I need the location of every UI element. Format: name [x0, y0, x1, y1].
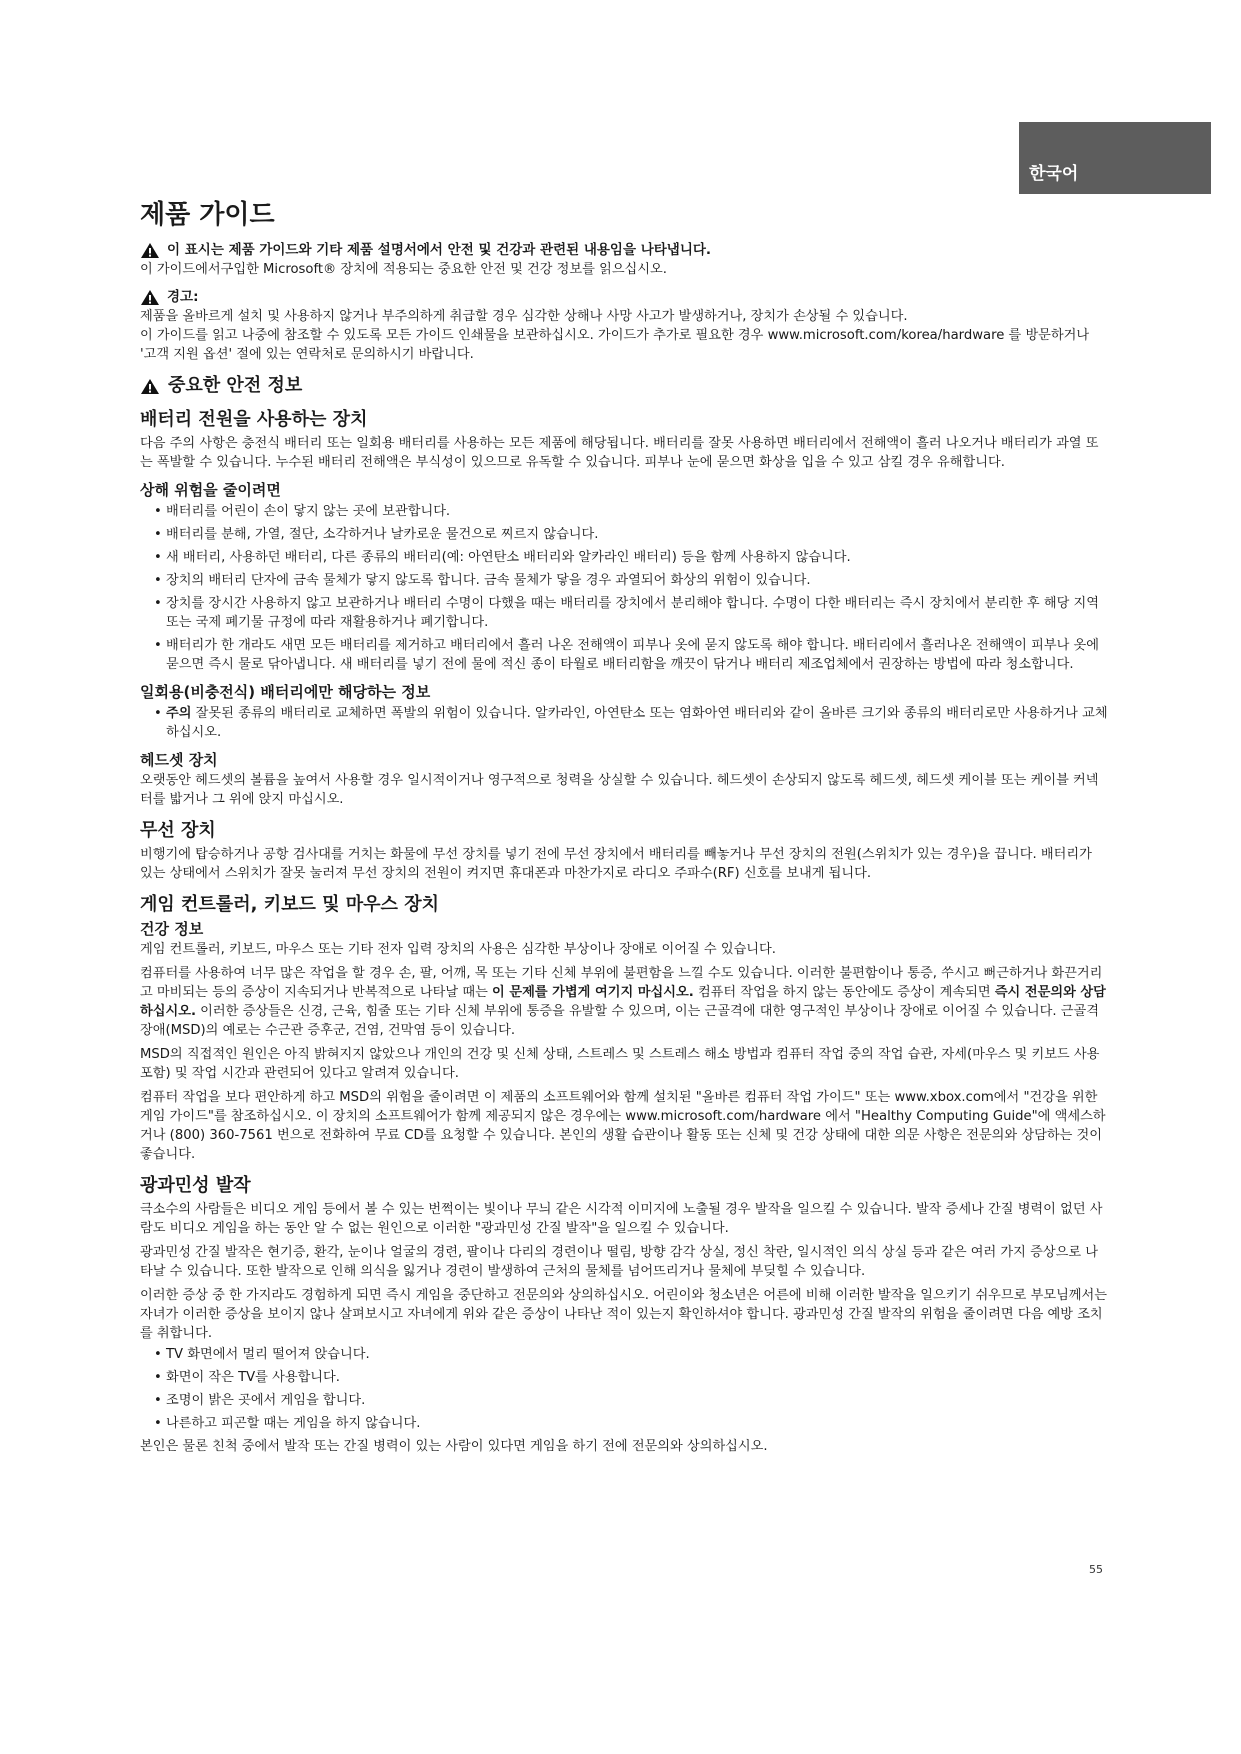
- list-item: • 배터리를 어린이 손이 닿지 않는 곳에 보관합니다.: [158, 502, 1108, 521]
- list-item: • 배터리를 분해, 가열, 절단, 소각하거나 날카로운 물건으로 찌르지 않습니다.: [158, 525, 1108, 544]
- text-run: 컴퓨터 작업을 하지 않는 동안에도 증상이 계속되면: [693, 985, 995, 1000]
- photosensitive-paragraph: 극소수의 사람들은 비디오 게임 등에서 볼 수 있는 번쩍이는 빛이나 무늬 같은 시각적 이미지에 노출될 경우 발작을 일으킬 수 있습니다. 발작 증세나 간질 병력이 없던 사람도 비디오 게임을 하는 동안 알 수 없는 원인으로 이러한 "광과민성 간질 발작"을 일으킬 수 있습니다.: [140, 1202, 1103, 1236]
- text-run: 컴퓨터를 사용하여 너무 많은 작업을 할 경우 손, 팔, 어깨, 목 또는 기타 신체 부위에 불편함을 느낄 수도 있습니다. 이러한 불편함이나 통증, 쑤시고 뻐근하거나 화끈거리고 마비되는 등의 증상이 지속되거나 반복적으로 나타날 때는: [140, 966, 1103, 1000]
- intro-text: 이 가이드에서구입한 Microsoft® 장치에 적용되는 중요한 안전 및 건강 정보를 읽으십시오.: [140, 262, 667, 277]
- battery-bullet-list: [140, 502, 1108, 674]
- wireless-heading: 무선 장치: [140, 820, 216, 841]
- language-tab: [1019, 122, 1211, 194]
- headset-heading: 헤드셋 장치: [140, 751, 218, 769]
- single-use-heading: 일회용(비충전식) 배터리에만 해당하는 정보: [140, 683, 431, 701]
- health-paragraph: MSD의 직접적인 원인은 아직 밝혀지지 않았으나 개인의 건강 및 신체 상태, 스트레스 및 스트레스 해소 방법과 컴퓨터 작업 중의 작업 습관, 자세(마우스 및 키보드 사용 포함) 및 작업 시간과 관련되어 있다고 알려져 있습니다.: [140, 1047, 1100, 1081]
- emphasis-text: 즉시 전문의와 상담하십시오.: [140, 985, 1106, 1019]
- wireless-text: 비행기에 탑승하거나 공항 검사대를 거치는 화물에 무선 장치를 넣기 전에 무선 장치에서 배터리를 빼놓거나 무선 장치의 전원(스위치가 있는 경우)을 끕니다. 배터리가 있는 상태에서 스위치가 잘못 눌러져 무선 장치의 전원이 켜지면 휴대폰과 마찬가지로 라디오 주파수(RF) 신호를 보내게 됩니다.: [140, 847, 1092, 881]
- warning-triangle-icon: [140, 242, 160, 259]
- page-title: 제품 가이드: [140, 200, 275, 230]
- caution-label: 주의: [166, 706, 192, 721]
- warning-paragraph: 이 가이드를 읽고 나중에 참조할 수 있도록 모든 가이드 인쇄물을 보관하십시오. 가이드가 추가로 필요한 경우 www.microsoft.com/korea/hardware 를 방문하거나 '고객 지원 옵션' 절에 있는 연락처로 문의하시기 바랍니다.: [140, 328, 1090, 362]
- caution-text: 잘못된 종류의 배터리로 교체하면 폭발의 위험이 있습니다. 알카라인, 아연탄소 또는 염화아연 배터리와 같이 올바른 크기와 종류의 배터리로만 사용하거나 교체하십시오.: [166, 706, 1108, 740]
- battery-text: 다음 주의 사항은 충전식 배터리 또는 일회용 배터리를 사용하는 모든 제품에 해당됩니다. 배터리를 잘못 사용하면 배터리에서 전해액이 흘러 나오거나 배터리가 과열 또는 폭발할 수 있습니다. 누수된 배터리 전해액은 부식성이 있으므로 유독할 수 있습니다. 피부나 눈에 묻으면 화상을 입을 수 있고 삼킬 경우 유해합니다.: [140, 436, 1099, 470]
- text-run: 이러한 증상들은 신경, 근육, 힘줄 또는 기타 신체 부위에 통증을 유발할 수 있으며, 이는 근골격에 대한 영구적인 부상이나 장애로 이어질 수 있습니다. 근골격 장애(MSD)의 예로는 수근관 증후군, 건염, 건막염 등이 있습니다.: [140, 1004, 1099, 1038]
- list-item: • 배터리가 한 개라도 새면 모든 배터리를 제거하고 배터리에서 흘러 나온 전해액이 피부나 옷에 묻지 않도록 해야 합니다. 배터리에서 흘러나온 전해액이 피부나 옷에 묻으면 즉시 물로 닦아냅니다. 새 배터리를 넣기 전에 물에 적신 종이 타월로 배터리함을 깨끗이 닦거나 배터리 제조업체에서 권장하는 방법에 따라 청소합니다.: [158, 636, 1108, 674]
- battery-heading: 배터리 전원을 사용하는 장치: [140, 409, 368, 430]
- health-paragraph: 게임 컨트롤러, 키보드, 마우스 또는 기타 전자 입력 장치의 사용은 심각한 부상이나 장애로 이어질 수 있습니다.: [140, 942, 776, 957]
- warning-triangle-icon: [140, 378, 160, 395]
- photosensitive-heading: 광과민성 발작: [140, 1175, 251, 1196]
- list-item: • 조명이 밝은 곳에서 게임을 합니다.: [158, 1391, 1108, 1410]
- page-number: 55: [1089, 1563, 1103, 1576]
- health-heading: 건강 정보: [140, 920, 204, 938]
- list-item: [158, 704, 1108, 742]
- list-item: • 새 배터리, 사용하던 배터리, 다른 종류의 배터리(예: 아연탄소 배터리와 알카라인 배터리) 등을 함께 사용하지 않습니다.: [158, 548, 1108, 567]
- photosensitive-paragraph: 본인은 물론 친척 중에서 발작 또는 간질 병력이 있는 사람이 있다면 게임을 하기 전에 전문의와 상의하십시오.: [140, 1439, 768, 1454]
- language-label: 한국어: [1029, 164, 1079, 184]
- precaution-list: [140, 1345, 1108, 1433]
- headset-text: 오랫동안 헤드셋의 볼륨을 높여서 사용할 경우 일시적이거나 영구적으로 청력을 상실할 수 있습니다. 헤드셋이 손상되지 않도록 헤드셋, 헤드셋 케이블 또는 케이블 커넥터를 밟거나 그 위에 앉지 마십시오.: [140, 773, 1099, 807]
- list-item: • TV 화면에서 멀리 떨어져 앉습니다.: [158, 1345, 1108, 1364]
- game-heading: 게임 컨트롤러, 키보드 및 마우스 장치: [140, 894, 439, 915]
- safety-section-title: 중요한 안전 정보: [168, 375, 303, 396]
- list-item: • 나른하고 피곤할 때는 게임을 하지 않습니다.: [158, 1414, 1108, 1433]
- warning-triangle-icon: [140, 289, 160, 306]
- warning-label: 경고:: [167, 289, 199, 305]
- safety-section-heading: [140, 374, 1108, 398]
- warning-paragraph: 제품을 올바르게 설치 및 사용하지 않거나 부주의하게 취급할 경우 심각한 상해나 사망 사고가 발생하거나, 장치가 손상될 수 있습니다.: [140, 309, 908, 324]
- risk-heading: 상해 위험을 줄이려면: [140, 481, 281, 499]
- warning-heading: [140, 287, 1108, 307]
- single-use-list: [140, 704, 1108, 742]
- health-paragraph: 컴퓨터 작업을 보다 편안하게 하고 MSD의 위험을 줄이려면 이 제품의 소프트웨어와 함께 설치된 "올바른 컴퓨터 작업 가이드" 또는 www.xbox.com에서 "건강을 위한 게임 가이드"를 참조하십시오. 이 장치의 소프트웨어가 함께 제공되지 않은 경우에는 www.microsoft.com/hardware 에서 "Healthy Computing Guide"에 액세스하거나 (800) 360-7561 번으로 전화하여 무료 CD를 요청할 수 있습니다. 본인의 생활 습관이나 활동 또는 신체 및 건강 상태에 대한 의문 사항은 전문의와 상담하는 것이 좋습니다.: [140, 1090, 1106, 1162]
- health-paragraph: [140, 964, 1108, 1040]
- list-item: • 장치의 배터리 단자에 금속 물체가 닿지 않도록 합니다. 금속 물체가 닿을 경우 과열되어 화상의 위험이 있습니다.: [158, 571, 1108, 590]
- warning-body: [140, 307, 1108, 364]
- safety-notice: [140, 240, 1108, 260]
- safety-notice-text: 이 표시는 제품 가이드와 기타 제품 설명서에서 안전 및 건강과 관련된 내용임을 나타냅니다.: [167, 242, 712, 258]
- list-item: • 화면이 작은 TV를 사용합니다.: [158, 1368, 1108, 1387]
- emphasis-text: 이 문제를 가볍게 여기지 마십시오.: [492, 985, 694, 1000]
- photosensitive-paragraph: 이러한 증상 중 한 가지라도 경험하게 되면 즉시 게임을 중단하고 전문의와 상의하십시오. 어린이와 청소년은 어른에 비해 이러한 발작을 일으키기 쉬우므로 부모님께서는 자녀가 이러한 증상을 보이지 않나 살펴보시고 자녀에게 위와 같은 증상이 나타난 적이 있는지 확인하셔야 합니다. 광과민성 간질 발작의 위험을 줄이려면 다음 예방 조치를 취합니다.: [140, 1288, 1108, 1341]
- photosensitive-paragraph: 광과민성 간질 발작은 현기증, 환각, 눈이나 얼굴의 경련, 팔이나 다리의 경련이나 떨림, 방향 감각 상실, 정신 착란, 일시적인 의식 상실 등과 같은 여러 가지 증상으로 나타날 수 있습니다. 또한 발작으로 인해 의식을 잃거나 경련이 발생하여 근처의 물체를 넘어뜨리거나 물체에 부딪힐 수 있습니다.: [140, 1245, 1098, 1279]
- document-body: [140, 198, 1108, 1456]
- list-item: • 장치를 장시간 사용하지 않고 보관하거나 배터리 수명이 다했을 때는 배터리를 장치에서 분리해야 합니다. 수명이 다한 배터리는 즉시 장치에서 분리한 후 해당 지역 또는 국제 폐기물 규정에 따라 재활용하거나 폐기합니다.: [158, 594, 1108, 632]
